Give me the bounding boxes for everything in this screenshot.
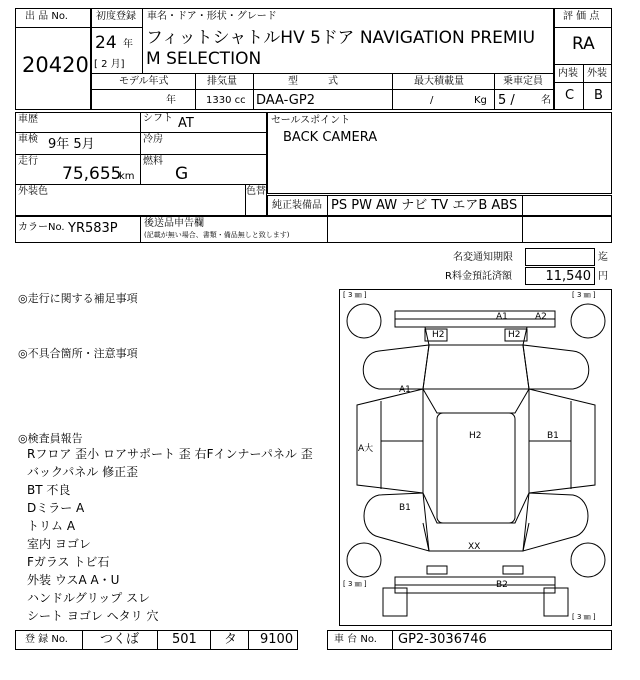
remark-line: 室内 ヨゴレ: [27, 537, 91, 551]
right-rear-fender-shape: [523, 493, 588, 551]
recycle-label: R料金預託済額: [445, 271, 512, 282]
tire-rear-right-icon: [571, 543, 605, 577]
left-rear-b1-label: B1: [399, 503, 411, 513]
reg-no-label: 登 録 No.: [25, 634, 68, 645]
left-rear-fender-shape: [364, 493, 429, 551]
mileage-value: 75,655: [62, 164, 122, 184]
color-change-label: 色替: [246, 186, 266, 197]
first-reg-month: [ 2 月]: [94, 59, 125, 70]
inspection-value: 9年 5月: [48, 137, 95, 152]
displacement-value: 1330 cc: [206, 95, 246, 106]
ac-label: 冷房: [143, 134, 163, 145]
exterior-label: 外装: [587, 68, 607, 79]
equipment-label: 純正装備品: [272, 200, 322, 211]
first-reg-label: 初度登録: [96, 11, 136, 22]
reg-kana: タ: [224, 632, 238, 647]
hood-shape: [423, 345, 529, 389]
model-year-label: モデル年式: [119, 76, 169, 87]
reg-number: 9100: [260, 632, 294, 647]
model-year-unit: 年: [166, 95, 176, 106]
mileage-label: 走行: [18, 156, 38, 167]
remark-line: Fガラス トビ石: [27, 555, 110, 569]
car-name-line2: M SELECTION: [146, 49, 262, 69]
reg-class: 501: [172, 632, 197, 647]
displacement-label: 排気量: [207, 76, 237, 87]
color-no-label: カラーNo.: [18, 222, 65, 233]
headlamp-left-h2-label: H2: [432, 330, 445, 340]
rear-bumper-b2-label: B2: [496, 580, 508, 590]
right-front-fender-shape: [523, 345, 589, 389]
tire-rear-left-icon: [347, 543, 381, 577]
equipment-value: PS PW AW ナビ TV エアB ABS: [331, 198, 518, 213]
docs-note: (記載が無い場合、書類・備品無しと致します): [144, 231, 290, 239]
first-reg-year: 24: [95, 33, 117, 53]
lot-label: 出 品 No.: [25, 11, 68, 22]
interior-grade: C: [565, 88, 575, 103]
tire-front-left-icon: [347, 304, 381, 338]
history-label: 車歴: [18, 114, 38, 125]
left-front-fender-shape: [363, 345, 429, 389]
score-value: RA: [572, 34, 595, 54]
headlamp-right-h2-label: H2: [508, 330, 521, 340]
tire-br-label: [ 3 ㎜ ]: [572, 613, 596, 621]
left-door-a-label: A大: [358, 444, 374, 454]
exterior-grade: B: [594, 88, 603, 103]
front-bumper-a1-label: A1: [496, 312, 508, 322]
tire-tr-label: [ 3 ㎜ ]: [572, 291, 596, 299]
reg-region: つくば: [100, 632, 140, 647]
capacity-label: 乗車定員: [503, 76, 543, 87]
shift-value: AT: [178, 116, 194, 131]
capacity-value: 5 /: [498, 93, 515, 108]
remark-line: Rフロア 歪小 ロアサポート 歪 右Fインナーパネル 歪: [27, 447, 313, 461]
model-value: DAA-GP2: [256, 93, 315, 108]
details-block: [15, 112, 267, 216]
tailgate-xx-label: XX: [468, 542, 481, 552]
shift-label: シフト: [143, 113, 173, 124]
remark-line: バックパネル 修正歪: [27, 465, 139, 479]
sales-point-label: セールスポイント: [271, 115, 351, 126]
first-reg-year-unit: 年: [123, 39, 133, 50]
fuel-value: G: [175, 164, 189, 184]
max-load-unit: Kg: [474, 95, 487, 106]
recycle-value: 11,540: [545, 269, 591, 284]
mileage-unit: km: [119, 171, 135, 182]
score-label: 評 価 点: [563, 11, 600, 22]
roof-shape: [437, 413, 515, 523]
tire-bl-label: [ 3 ㎜ ]: [343, 580, 367, 588]
interior-label: 内装: [558, 68, 578, 79]
sales-point-value: BACK CAMERA: [283, 130, 378, 145]
inspector-label: ◎検査員報告: [18, 432, 83, 445]
model-label: 型 式: [288, 76, 338, 87]
defects-label: ◎不具合箇所・注意事項: [18, 347, 138, 360]
inspection-label: 車検: [18, 134, 38, 145]
fuel-label: 燃料: [143, 156, 163, 167]
exterior-color-label: 外装色: [18, 186, 48, 197]
recycle-unit: 円: [598, 271, 608, 282]
tire-front-right-icon: [571, 304, 605, 338]
driving-notes-label: ◎走行に関する補足事項: [18, 292, 138, 305]
deadline-label: 名変通知期限: [453, 252, 513, 263]
chassis-label: 車 台 No.: [334, 634, 377, 645]
deadline-value-cell: [525, 248, 595, 266]
car-name-label: 車名・ドア・形状・グレード: [147, 11, 277, 22]
tire-tl-label: [ 3 ㎜ ]: [343, 291, 367, 299]
remark-line: ハンドルグリップ スレ: [27, 591, 151, 605]
remark-line: トリム A: [27, 519, 76, 533]
roof-h2-label: H2: [469, 431, 482, 441]
car-diagram: [339, 289, 612, 626]
remark-line: Dミラー A: [27, 501, 85, 515]
right-door-b1-label: B1: [547, 431, 559, 441]
max-load-value: /: [430, 95, 434, 106]
remark-line: BT 不良: [27, 483, 71, 497]
docs-label: 後送品申告欄: [144, 218, 204, 229]
left-fender-a1-label: A1: [399, 385, 411, 395]
car-name-line1: フィットシャトルHV 5ドア NAVIGATION PREMIU: [146, 28, 536, 48]
chassis-value: GP2-3036746: [398, 632, 487, 647]
remark-line: シート ヨゴレ ヘタリ 穴: [27, 609, 159, 623]
remark-line: 外装 ウスA A・U: [27, 573, 120, 587]
color-no-value: YR583P: [68, 221, 118, 236]
max-load-label: 最大積載量: [414, 76, 464, 87]
deadline-unit: 迄: [598, 252, 608, 263]
front-bumper-a2-label: A2: [535, 312, 547, 322]
lot-number: 20420: [22, 53, 89, 77]
capacity-unit: 名: [541, 95, 551, 106]
